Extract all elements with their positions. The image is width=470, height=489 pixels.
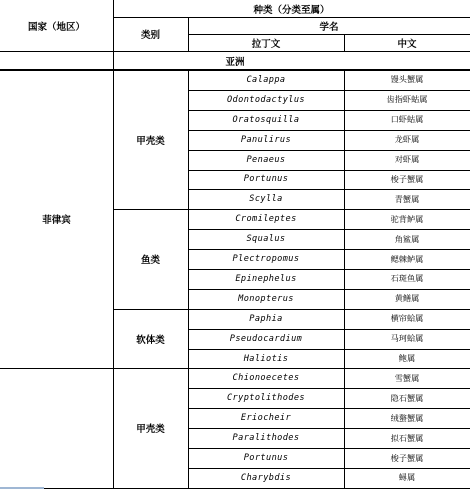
latin-name-cell: Oratosquilla	[232, 114, 300, 125]
header-category: 类别	[140, 30, 160, 41]
chinese-name-cell: 拟石蟹属	[390, 432, 424, 443]
latin-name-cell: Monopterus	[238, 293, 294, 304]
header-rule	[344, 34, 345, 51]
latin-name-cell: Paralithodes	[232, 433, 300, 444]
column-rule	[344, 70, 345, 489]
chinese-name-cell: 对虾属	[394, 154, 420, 165]
category-cell: 软体类	[136, 334, 165, 346]
chinese-name-cell: 绒螯蟹属	[390, 412, 424, 423]
header-country-region: 国家（地区）	[27, 21, 85, 33]
category-cell: 甲壳类	[136, 424, 165, 436]
latin-name-cell: Panulirus	[240, 134, 292, 145]
header-scientific-name: 学名	[319, 21, 339, 33]
header-rule	[113, 0, 114, 70]
chinese-name-cell: 口虾蛄属	[390, 114, 424, 125]
chinese-name-cell: 驼背鲈属	[390, 213, 424, 224]
latin-name-cell: Epinephelus	[235, 273, 297, 284]
header-species-group: 种类（分类至属）	[253, 4, 330, 16]
latin-name-cell: Charybdis	[240, 472, 292, 483]
category-cell: 甲壳类	[136, 135, 165, 147]
chinese-name-cell: 梭子蟹属	[390, 452, 424, 463]
chinese-name-cell: 石斑鱼属	[390, 273, 424, 284]
chinese-name-cell: 鳃棘鲈属	[390, 253, 424, 264]
chinese-name-cell: 馒头蟹属	[390, 74, 424, 85]
latin-name-cell: Paphia	[249, 313, 283, 324]
column-rule	[113, 70, 114, 489]
column-rule	[188, 70, 189, 489]
latin-name-cell: Portunus	[243, 174, 289, 185]
header-chinese: 中文	[397, 38, 417, 50]
latin-name-cell: Scylla	[249, 194, 283, 205]
country-cell: 菲律宾	[42, 215, 71, 227]
latin-name-cell: Pseudocardium	[229, 333, 303, 344]
chinese-name-cell: 齿指虾蛄属	[386, 94, 428, 105]
chinese-name-cell: 蟳属	[398, 472, 416, 483]
latin-name-cell: Chionoecetes	[232, 373, 300, 384]
chinese-name-cell: 青蟹属	[394, 193, 420, 204]
latin-name-cell: Penaeus	[246, 154, 286, 165]
latin-name-cell: Portunus	[243, 453, 289, 464]
header-rule	[188, 34, 470, 35]
latin-name-cell: Eriocheir	[240, 413, 292, 424]
latin-name-cell: Haliotis	[243, 353, 289, 364]
region-label: 亚洲	[225, 56, 245, 68]
chinese-name-cell: 黄鳝属	[394, 293, 420, 304]
latin-name-cell: Cromileptes	[235, 214, 297, 225]
header-rule	[113, 17, 470, 18]
country-cell	[0, 369, 113, 488]
header-latin: 拉丁文	[251, 38, 281, 50]
chinese-name-cell: 龙虾属	[394, 134, 420, 145]
latin-name-cell: Plectropomus	[232, 254, 300, 265]
latin-name-cell: Odontodactylus	[226, 94, 306, 105]
chinese-name-cell: 雪蟹属	[394, 372, 420, 383]
chinese-name-cell: 横帘蛤属	[390, 313, 424, 324]
header-rule	[0, 51, 470, 52]
latin-name-cell: Squalus	[246, 234, 286, 245]
latin-name-cell: Cryptolithodes	[226, 393, 306, 404]
chinese-name-cell: 梭子蟹属	[390, 173, 424, 184]
chinese-name-cell: 隐石蟹属	[390, 392, 424, 403]
chinese-name-cell: 角鲨属	[394, 233, 420, 244]
latin-name-cell: Calappa	[246, 74, 286, 85]
chinese-name-cell: 马珂蛤属	[390, 333, 424, 344]
category-cell: 鱼类	[140, 255, 160, 267]
chinese-name-cell: 鲍属	[398, 353, 416, 364]
